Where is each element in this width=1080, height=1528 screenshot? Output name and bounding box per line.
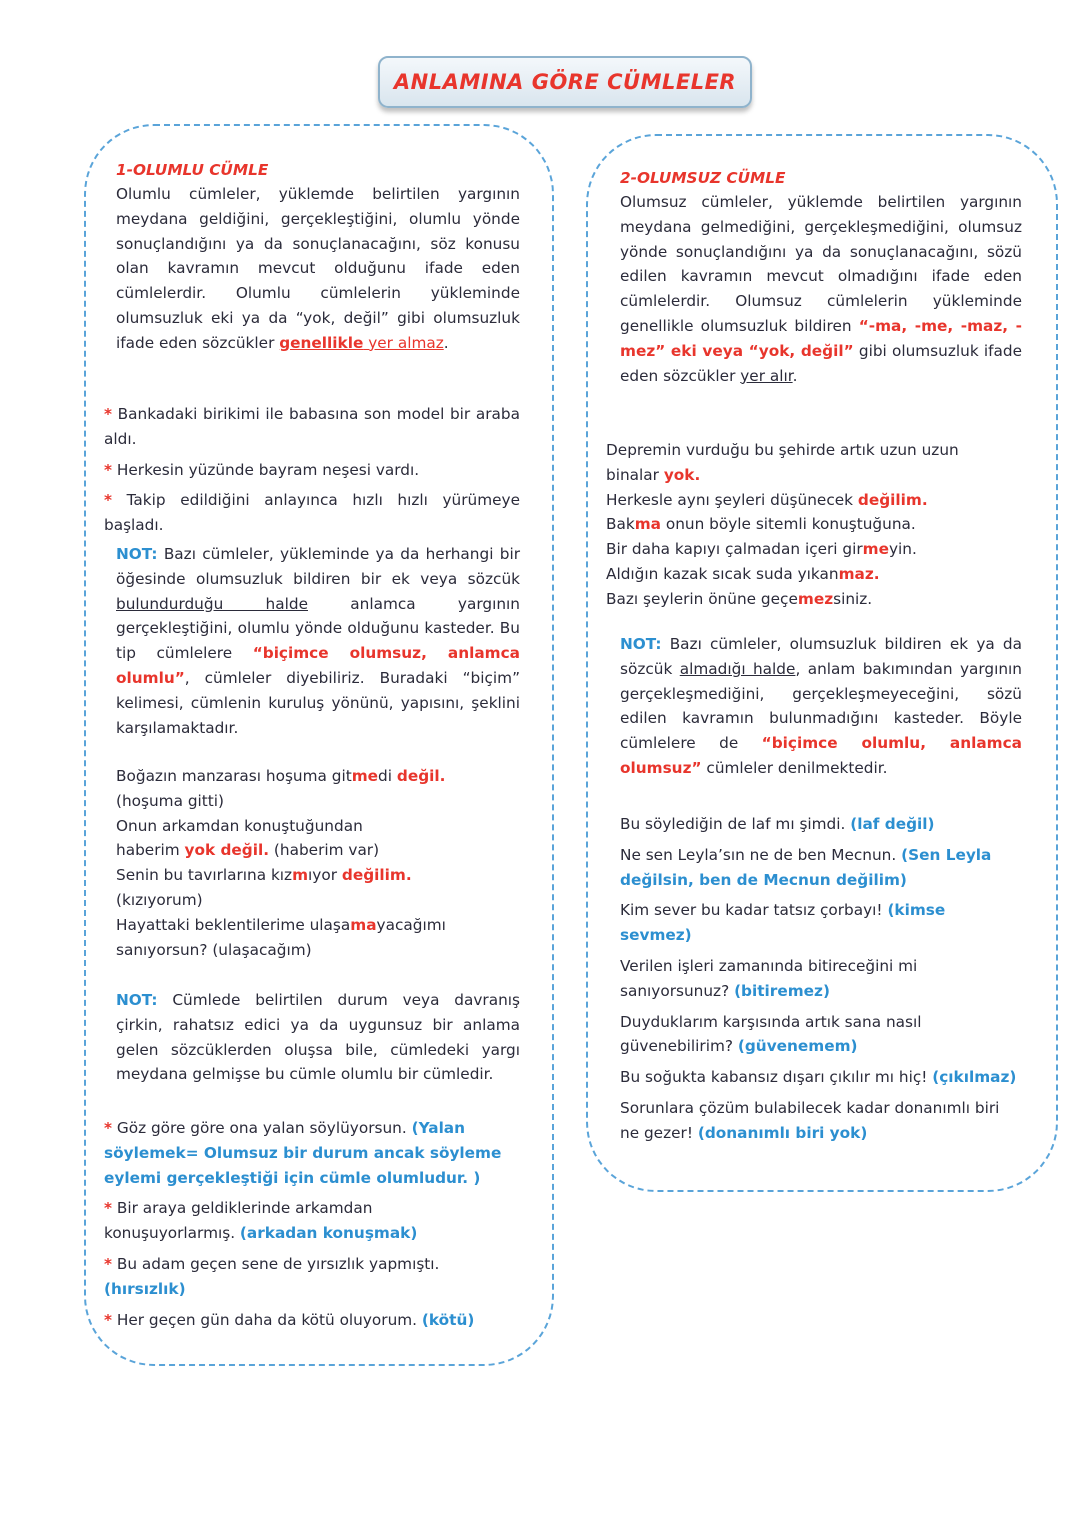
text-span: (arkadan konuşmak): [239, 1224, 418, 1243]
list-item: [606, 512, 1026, 537]
list-item: [116, 913, 520, 938]
text-span: Verilen işleri zamanında bitireceğini mi sanıyorsunuz?: [620, 956, 918, 1000]
text-span: anlamca yargının gerçekleştiğini, olumlu yönde olduğunu kasteder. Bu tip cümlelere: [116, 594, 520, 663]
list-item: [104, 458, 520, 483]
text-span: yok.: [663, 465, 701, 484]
text-span: Bazı şeylerin önüne geçe: [606, 589, 798, 608]
example-list-2: [104, 1116, 504, 1332]
text-span: *: [104, 1199, 112, 1218]
text-span: *: [104, 1119, 112, 1137]
text-span: haberim: [116, 841, 185, 860]
text-span: Her geçen gün daha da kötü oluyorum.: [112, 1310, 422, 1329]
text-span: değilim.: [341, 866, 412, 885]
text-span: *: [104, 405, 112, 423]
list-item: [620, 954, 1022, 1004]
text-span: NOT:: [620, 635, 662, 653]
text-span: NOT:: [116, 991, 158, 1009]
text-span: Depremin vurduğu bu şehirde artık uzun uzun: [606, 441, 959, 459]
text-span: Takip edildiğini anlayınca hızlı hızlı yürümeye başladı.: [104, 491, 520, 535]
note-olumsuz: [620, 632, 1022, 781]
text-span: (kötü): [421, 1310, 475, 1329]
list-item: [104, 488, 520, 538]
list-item: [606, 488, 1026, 513]
text-span: (güvenemem): [737, 1037, 858, 1056]
text-span: Bazı cümleler, olumsuzluk bildiren ek ya da sözcük: [620, 635, 1022, 678]
text-span: (Yalan söylemek= Olumsuz bir durum ancak söyleme eylemi gerçekleştiği için cümle olumludur. ): [104, 1119, 502, 1187]
text-span: Bu adam geçen sene de yırsızlık yapmıştı.: [112, 1254, 440, 1273]
text-span: me: [351, 767, 379, 785]
text-span: , anlam bakımından yargının gerçekleşmediğini, gerçekleşmeyeceğini, sözü edilen kavramın bulunmadığını kasteder. Böyle cümlelere de: [620, 659, 1023, 753]
list-item: [606, 537, 1026, 562]
text-span: Ne sen Leyla’sın ne de ben Mecnun.: [620, 845, 902, 864]
text-span: değil.: [396, 767, 446, 785]
text-span: binalar: [606, 465, 664, 484]
list-item: [104, 1252, 504, 1302]
text-span: (hırsızlık): [104, 1279, 186, 1298]
text-span: (kimse sevmez): [620, 901, 946, 945]
text-span: (donanımlı biri yok): [697, 1123, 868, 1142]
text-span: Bazı cümleler, yükleminde ya da herhangi bir öğesinde olumsuzluk bildiren bir ek veya sözcük: [116, 545, 520, 588]
text-span: “biçimce olumlu, anlamca olumsuz”: [620, 734, 1022, 777]
list-item: [620, 898, 1022, 948]
list-item: [104, 402, 520, 452]
text-span: siniz.: [833, 589, 873, 608]
text-span: Senin bu tavırlarına kız: [116, 866, 293, 885]
list-item: [116, 764, 520, 789]
text-span: *: [104, 1254, 112, 1273]
text-span: “biçimce olumsuz, anlamca olumlu”: [116, 644, 520, 687]
text-span: Bir daha kapıyı çalmadan içeri gir: [606, 540, 863, 559]
text-span: (haberim var): [269, 841, 380, 860]
text-span: ma: [350, 915, 377, 934]
title-box: [378, 56, 752, 108]
list-item: [116, 838, 520, 863]
text-span: *: [104, 460, 112, 479]
text-span: Cümlede belirtilen durum veya davranış çirkin, rahatsız edici ya da uygunsuz bir anlama gelen sözcüklerden oluşsa bile, cümledeki yargı meydana gelmişse bu cümle olumlu bir cümledir.: [116, 991, 520, 1084]
text-span: yacağımı: [376, 915, 446, 934]
intro-olumsuz: [620, 190, 1022, 388]
text-span: Bankadaki birikimi ile babasına son model bir araba aldı.: [104, 405, 520, 448]
list-item: [606, 562, 1026, 587]
list-item: [606, 463, 1026, 488]
text-span: yer alır: [740, 366, 793, 385]
list-item: [620, 812, 1022, 837]
text-span: Hayattaki beklentilerime ulaşa: [116, 915, 351, 934]
note-olumlu-2: [116, 988, 520, 1087]
text-span: Kim sever bu kadar tatsız çorbayı!: [620, 901, 888, 920]
text-span: *: [104, 1310, 112, 1329]
text-span: Sorunlara çözüm bulabilecek kadar donanımlı biri ne gezer!: [620, 1098, 1000, 1142]
text-span: sanıyorsun? (ulaşacağım): [116, 940, 312, 959]
text-span: Bu söylediğin de laf mı şimdi.: [620, 815, 851, 833]
text-span: .: [443, 333, 449, 352]
text-span: 1-OLUMLU CÜMLE: [116, 161, 269, 179]
text-span: Bu soğukta kabansız dışarı çıkılır mı hiç!: [620, 1068, 933, 1087]
text-span: ıyor: [308, 866, 342, 885]
text-span: gibi olumsuzluk ifade eden sözcükler: [620, 341, 1023, 385]
text-span: m: [292, 866, 309, 885]
text-span: mez: [797, 589, 834, 608]
list-item: [104, 1308, 504, 1333]
text-span: Aldığın kazak sıcak suda yıkan: [606, 564, 839, 583]
intro-olumlu: [116, 182, 520, 356]
text-span: yer almaz: [363, 333, 444, 352]
example-list-olumsuz: [620, 812, 1022, 1146]
text-span: Duyduklarım karşısında artık sana nasıl güvenebilirim?: [620, 1012, 922, 1056]
example-block-olumsuz: [606, 438, 1026, 612]
heading-olumsuz: [620, 166, 785, 191]
text-span: (laf değil): [850, 815, 935, 833]
list-item: [104, 1196, 504, 1246]
text-span: , cümleler diyebiliriz. Buradaki “biçim” kelimesi, cümlenin kuruluş yönünü, yapısını, şeklini karşılamaktadır.: [116, 668, 520, 737]
heading-olumlu: [116, 158, 268, 183]
text-span: (hoşuma gitti): [116, 791, 224, 810]
text-span: (Sen Leyla değilsin, ben de Mecnun değilim): [620, 845, 992, 889]
text-span: .: [792, 366, 798, 385]
text-span: değilim.: [857, 490, 928, 509]
text-span: maz.: [838, 564, 880, 583]
text-span: ma: [634, 515, 661, 534]
list-item: [606, 587, 1026, 612]
text-span: NOT:: [116, 545, 158, 563]
text-span: almadığı halde: [679, 659, 796, 678]
text-span: (çıkılmaz): [932, 1068, 1017, 1087]
list-item: [620, 1065, 1022, 1090]
note-olumlu-1: [116, 542, 520, 740]
text-span: *: [104, 491, 112, 510]
text-span: cümleler denilmektedir.: [701, 758, 888, 777]
text-span: Bak: [606, 515, 635, 534]
text-span: 2-OLUMSUZ CÜMLE: [620, 169, 786, 187]
list-item: [116, 863, 520, 888]
text-span: Göz göre göre ona yalan söylüyorsun.: [112, 1119, 412, 1137]
text-span: “-ma, -me, -maz, -mez” eki veya “yok, değil”: [620, 316, 1022, 360]
text-span: Olumsuz cümleler, yüklemde belirtilen yargının meydana gelmediğini, gerçekleşmediğini, olumsuz yönde sonuçlandığını ya da sonuçlanacağını, sözü edilen kavramın mevcut olmadığını ifade eden cümlelerdir. Olumsuz cümlelerin yükleminde genellikle olumsuzluk bildiren: [620, 193, 1022, 335]
text-span: Olumlu cümleler, yüklemde belirtilen yargının meydana geldiğini, gerçekleştiğini, olumlu yönde sonuçlandığını ya da sonuçlanacağını, söz konusu olan kavramın mevcut olduğunu ifade eden cümlelerdir. Olumlu cümlelerin yükleminde olumsuzluk eki ya da “yok, değil” gibi olumsuzluk ifade eden sözcükler: [116, 185, 520, 352]
text-span: bulundurduğu halde: [116, 594, 308, 613]
text-span: yin.: [889, 540, 917, 559]
example-list-1: [104, 402, 520, 538]
text-span: Boğazın manzarası hoşuma git: [116, 767, 352, 785]
example-block-olumlu: [116, 764, 520, 962]
text-span: me: [862, 540, 889, 559]
text-span: (kızıyorum): [116, 890, 203, 909]
list-item: [620, 1010, 1022, 1060]
text-span: di: [378, 767, 397, 785]
list-item: [104, 1116, 504, 1190]
text-span: Onun arkamdan konuştuğundan: [116, 816, 363, 835]
text-span: yok değil.: [184, 841, 270, 860]
text-span: Herkesle aynı şeyleri düşünecek: [606, 490, 858, 509]
page-title: ANLAMINA GÖRE CÜMLELER: [393, 70, 737, 94]
list-item: [620, 1096, 1022, 1146]
text-span: Bir araya geldiklerinde arkamdan konuşuyorlarmış.: [104, 1199, 373, 1243]
text-span: Herkesin yüzünde bayram neşesi vardı.: [112, 460, 420, 479]
text-span: (bitiremez): [734, 981, 830, 1000]
text-span: onun böyle sitemli konuştuğuna.: [661, 515, 916, 534]
text-span: genellikle: [279, 333, 364, 352]
list-item: [620, 843, 1022, 893]
